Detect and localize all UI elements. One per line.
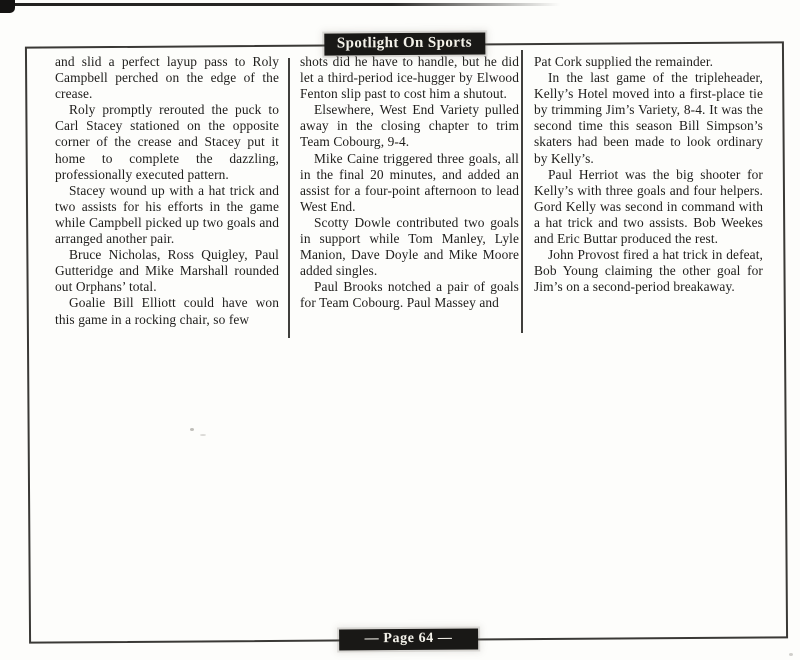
- paragraph: Roly promptly rerouted the puck to Carl Stacey stationed on the opposite corner of the crease and Stacey put it home to complete the dazzling, professionally executed pattern.: [55, 102, 279, 182]
- paragraph: John Provost fired a hat trick in defeat, Bob Young claiming the other goal for Jim’s on a second-period breakaway.: [534, 247, 763, 295]
- column-divider: [288, 58, 290, 338]
- scan-speck: [789, 653, 793, 656]
- article-column-2: [300, 54, 519, 312]
- paragraph: shots did he have to handle, but he did let a third-period ice-hugger by Elwood Fenton slip past to cost him a shutout.: [300, 54, 519, 102]
- paragraph: Paul Herriot was the big shooter for Kelly’s with three goals and four helpers. Gord Kelly was second in command with a hat trick and two assists. Bob Weekes and Eric Buttar produced the rest.: [534, 166, 763, 247]
- paragraph: Bruce Nicholas, Ross Quigley, Paul Gutteridge and Mike Marshall rounded out Orphans’ total.: [55, 247, 279, 295]
- article-column-3: [534, 54, 763, 295]
- paragraph: Pat Cork supplied the remainder.: [534, 54, 714, 69]
- paragraph: Elsewhere, West End Variety pulled away in the closing chapter to trim Team Cobourg, 9-4.: [300, 102, 519, 150]
- page-number-banner: — Page 64 —: [339, 629, 479, 651]
- paragraph: Goalie Bill Elliott could have won this game in a rocking chair, so few: [55, 295, 279, 327]
- article-column-1: [55, 54, 279, 328]
- paragraph: In the last game of the tripleheader, Kelly’s Hotel moved into a first-place tie by trimming Jim’s Variety, 8-4. It was the second time this season Bill Simpson’s skaters had been made to look ordinary by Kelly’s.: [534, 70, 763, 166]
- section-header-banner: Spotlight On Sports: [324, 32, 485, 55]
- column-divider: [521, 50, 523, 333]
- scan-corner-mark: [0, 0, 15, 13]
- paragraph: Scotty Dowle contributed two goals in support while Tom Manley, Lyle Manion, Dave Doyle and Mike Moore added singles.: [300, 214, 519, 279]
- paragraph: Stacey wound up with a hat trick and two assists for his efforts in the game while Campbell picked up two goals and arranged another pair.: [55, 182, 279, 247]
- paragraph: and slid a perfect layup pass to Roly Campbell perched on the edge of the crease.: [55, 54, 279, 102]
- paragraph: Mike Caine triggered three goals, all in the final 20 minutes, and added an assist for a four-point afternoon to lead West End.: [300, 150, 519, 214]
- paragraph: Paul Brooks notched a pair of goals for Team Cobourg. Paul Massey and: [300, 279, 519, 311]
- scan-edge-line: [0, 3, 560, 6]
